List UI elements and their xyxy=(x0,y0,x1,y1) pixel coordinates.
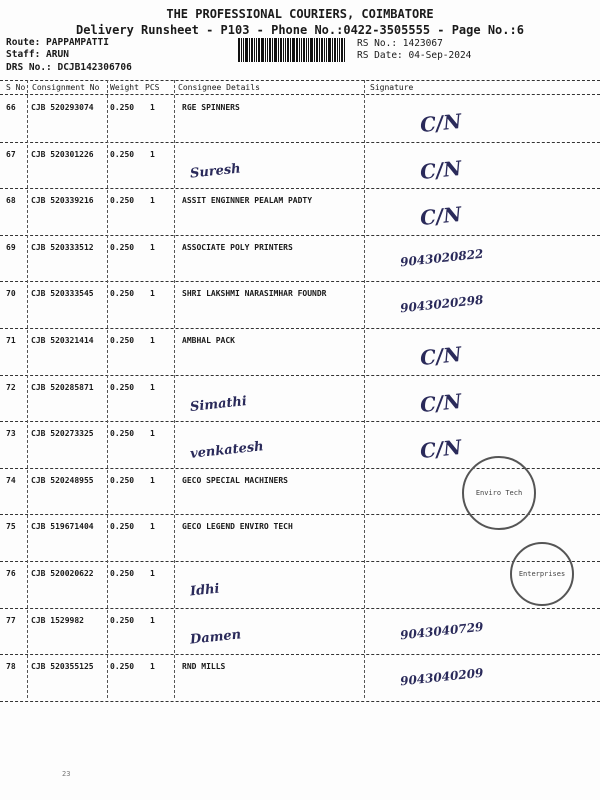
barcode-bar xyxy=(292,38,295,62)
row-pcs: 1 xyxy=(150,289,155,299)
handwritten-signature: C/N xyxy=(418,155,463,184)
handwritten-name: Damen xyxy=(189,626,242,648)
handwritten-signature: C/N xyxy=(418,388,463,417)
handwritten-name: Suresh xyxy=(189,160,242,182)
row-sno: 68 xyxy=(6,196,16,206)
row-consignee: RND MILLS xyxy=(182,662,226,672)
row-pcs: 1 xyxy=(150,522,155,532)
row-weight: 0.250 xyxy=(110,336,135,345)
barcode-bar xyxy=(245,38,248,62)
handwritten-signature: 9043020822 xyxy=(399,246,485,270)
col-divider-4 xyxy=(364,80,365,698)
barcode-bar xyxy=(310,38,313,62)
row-consignee: ASSOCIATE POLY PRINTERS xyxy=(182,242,293,252)
handwritten-signature: C/N xyxy=(418,435,463,464)
row-consignment: CJB 520293074 xyxy=(31,103,94,112)
row-sno: 76 xyxy=(6,569,16,578)
row-divider xyxy=(0,701,600,702)
row-weight: 0.250 xyxy=(110,149,135,159)
staff-label: Staff: ARUN xyxy=(6,49,69,60)
handwritten-name: venkatesh xyxy=(189,439,265,463)
barcode-bar xyxy=(272,38,273,62)
company-title: THE PROFESSIONAL COURIERS, COIMBATORE xyxy=(166,7,434,21)
row-consignee: ASSIT ENGINNER PEALAM PADTY xyxy=(182,196,313,206)
barcode-bar xyxy=(341,38,343,62)
barcode-bar xyxy=(339,38,340,62)
handwritten-signature: 9043020298 xyxy=(399,293,485,316)
barcode-bar xyxy=(243,38,244,62)
row-pcs: 1 xyxy=(150,149,155,159)
row-weight: 0.250 xyxy=(110,289,135,299)
row-consignee: SHRI LAKSHMI NARASIMHAR FOUNDR xyxy=(182,289,327,299)
col-divider-3 xyxy=(174,80,175,698)
row-consignment: CJB 520248955 xyxy=(31,475,94,485)
barcode-bar xyxy=(251,38,253,62)
barcode-bar xyxy=(301,38,302,62)
barcode-bar xyxy=(285,38,286,62)
barcode-bar xyxy=(303,38,305,62)
barcode-bar xyxy=(254,38,255,62)
row-pcs: 1 xyxy=(150,103,155,112)
row-pcs: 1 xyxy=(150,615,155,625)
barcode-bar xyxy=(314,38,315,62)
barcode-bar xyxy=(290,38,291,62)
barcode-bar xyxy=(308,38,309,62)
barcode-bar xyxy=(321,38,323,62)
row-pcs: 1 xyxy=(150,429,155,439)
handwritten-signature: C/N xyxy=(418,341,463,371)
handwritten-name: Idhi xyxy=(189,581,221,600)
col-divider-2 xyxy=(107,80,108,698)
row-sno: 71 xyxy=(6,336,16,345)
row-consignment: CJB 520333512 xyxy=(31,242,94,252)
row-sno: 73 xyxy=(6,429,16,439)
barcode-bar xyxy=(324,38,325,62)
barcode-bar xyxy=(265,38,266,62)
row-pcs: 1 xyxy=(150,242,155,252)
handwritten-signature: C/N xyxy=(418,202,463,231)
stamp-text-2: Enterprises xyxy=(518,570,566,578)
rs-number: RS No.: 1423067 xyxy=(357,38,443,49)
row-consignment: CJB 1529982 xyxy=(31,615,84,625)
row-consignment: CJB 520301226 xyxy=(31,149,94,159)
footer-mark: 23 xyxy=(62,770,71,778)
barcode-bar xyxy=(334,38,336,62)
row-sno: 67 xyxy=(6,149,16,159)
col-divider-1 xyxy=(27,80,28,698)
barcode-bar xyxy=(274,38,277,62)
barcode-bar xyxy=(258,38,260,62)
barcode-bar xyxy=(238,38,240,62)
row-pcs: 1 xyxy=(150,662,155,672)
col-weight: Weight xyxy=(110,83,139,92)
handwritten-signature: 9043040729 xyxy=(399,619,485,642)
handwritten-name: Simathi xyxy=(189,393,248,415)
col-consignee: Consignee Details xyxy=(178,83,260,92)
row-consignment: CJB 520020622 xyxy=(31,569,94,578)
stamp-text: Enviro Tech xyxy=(475,489,523,497)
barcode-bar xyxy=(326,38,327,62)
company-stamp xyxy=(462,456,536,530)
row-consignment: CJB 520285871 xyxy=(31,382,94,392)
barcode xyxy=(238,38,352,62)
table-row xyxy=(0,235,600,282)
handwritten-signature: C/N xyxy=(418,108,463,138)
table-row xyxy=(0,375,600,422)
row-sno: 70 xyxy=(6,289,16,299)
barcode-bar xyxy=(299,38,300,62)
barcode-bar xyxy=(283,38,284,62)
row-consignment: CJB 520355125 xyxy=(31,662,94,672)
barcode-bar xyxy=(319,38,320,62)
row-weight: 0.250 xyxy=(110,429,135,439)
table-row xyxy=(0,608,600,655)
drs-label: DRS No.: DCJB142306706 xyxy=(6,62,132,73)
row-consignment: CJB 519671404 xyxy=(31,522,94,532)
barcode-bar xyxy=(344,38,345,62)
table-row xyxy=(0,142,600,189)
barcode-bar xyxy=(261,38,264,62)
col-signature: Signature xyxy=(370,83,414,92)
barcode-bar xyxy=(249,38,250,62)
table-row xyxy=(0,654,600,701)
row-pcs: 1 xyxy=(150,475,155,485)
barcode-bar xyxy=(256,38,257,62)
table-row xyxy=(0,281,600,328)
enterprise-stamp xyxy=(510,542,574,606)
row-consignment: CJB 520273325 xyxy=(31,429,94,439)
row-consignment: CJB 520321414 xyxy=(31,336,94,345)
table-row xyxy=(0,188,600,235)
table-row xyxy=(0,95,600,142)
col-pcs: PCS xyxy=(145,83,160,92)
barcode-bar xyxy=(241,38,242,62)
barcode-bar xyxy=(306,38,307,62)
row-weight: 0.250 xyxy=(110,522,135,532)
row-sno: 75 xyxy=(6,522,16,532)
row-pcs: 1 xyxy=(150,569,155,578)
col-consignment: Consignment No xyxy=(32,83,100,92)
handwritten-signature: 9043040209 xyxy=(399,665,485,689)
row-weight: 0.250 xyxy=(110,615,135,625)
barcode-bar xyxy=(337,38,338,62)
row-weight: 0.250 xyxy=(110,569,135,578)
route-label: Route: PAPPAMPATTI xyxy=(6,37,109,48)
rs-date: RS Date: 04-Sep-2024 xyxy=(357,50,472,61)
row-consignee: AMBHAL PACK xyxy=(182,336,235,345)
row-sno: 78 xyxy=(6,662,16,672)
row-pcs: 1 xyxy=(150,336,155,345)
barcode-bar xyxy=(269,38,271,62)
runsheet-subtitle: Delivery Runsheet - P103 - Phone No.:0422-3505555 - Page No.:6 xyxy=(76,23,524,37)
row-weight: 0.250 xyxy=(110,242,135,252)
row-sno: 72 xyxy=(6,382,16,392)
row-pcs: 1 xyxy=(150,382,155,392)
row-weight: 0.250 xyxy=(110,382,135,392)
row-sno: 77 xyxy=(6,615,16,625)
barcode-bar xyxy=(296,38,298,62)
row-sno: 74 xyxy=(6,475,16,485)
barcode-bar xyxy=(287,38,289,62)
barcode-bar xyxy=(278,38,279,62)
row-sno: 69 xyxy=(6,242,16,252)
row-sno: 66 xyxy=(6,103,16,112)
row-consignment: CJB 520339216 xyxy=(31,196,94,206)
row-weight: 0.250 xyxy=(110,103,135,112)
row-weight: 0.250 xyxy=(110,475,135,485)
row-weight: 0.250 xyxy=(110,662,135,672)
row-consignee: GECO LEGEND ENVIRO TECH xyxy=(182,522,293,532)
table-header xyxy=(0,80,600,94)
row-weight: 0.250 xyxy=(110,196,135,206)
barcode-bar xyxy=(328,38,331,62)
row-consignee: RGE SPINNERS xyxy=(182,103,240,112)
row-consignment: CJB 520333545 xyxy=(31,289,94,299)
barcode-bar xyxy=(316,38,318,62)
col-sno: S No xyxy=(6,83,26,92)
barcode-bar xyxy=(267,38,268,62)
row-consignee: GECO SPECIAL MACHINERS xyxy=(182,475,288,485)
table-row xyxy=(0,328,600,375)
barcode-bar xyxy=(332,38,333,62)
barcode-bar xyxy=(280,38,282,62)
row-pcs: 1 xyxy=(150,196,155,206)
